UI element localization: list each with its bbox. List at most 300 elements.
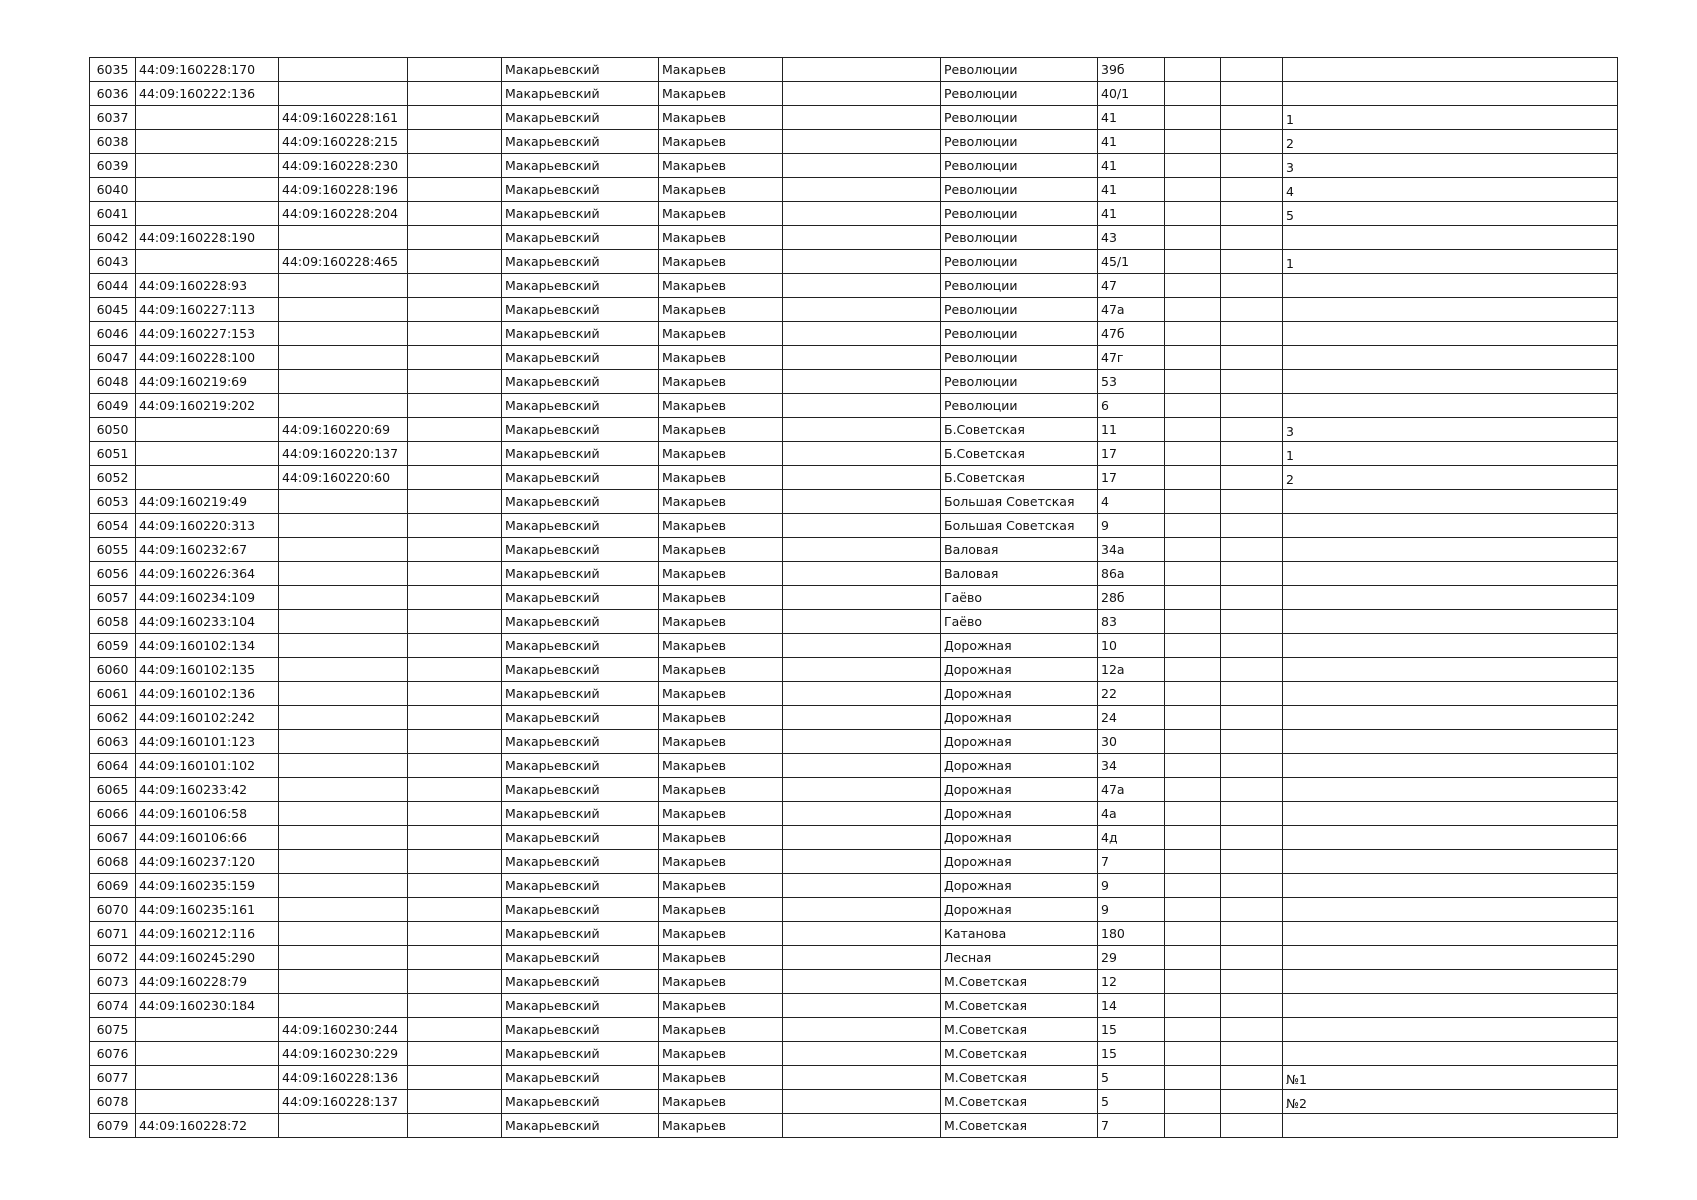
empty-cell bbox=[1221, 418, 1283, 442]
empty-cell bbox=[783, 250, 941, 274]
empty-cell bbox=[1221, 226, 1283, 250]
street-cell: Революции bbox=[941, 394, 1098, 418]
apartment-cell bbox=[1283, 538, 1618, 562]
street-cell: Дорожная bbox=[941, 850, 1098, 874]
empty-cell bbox=[783, 850, 941, 874]
empty-cell bbox=[783, 274, 941, 298]
house-number-cell: 15 bbox=[1098, 1018, 1165, 1042]
empty-cell bbox=[408, 298, 502, 322]
apartment-cell bbox=[1283, 946, 1618, 970]
table-row bbox=[90, 202, 1618, 226]
table-row bbox=[90, 898, 1618, 922]
street-cell: Большая Советская bbox=[941, 490, 1098, 514]
apartment-cell bbox=[1283, 850, 1618, 874]
empty-cell bbox=[783, 514, 941, 538]
cadastral-number-cell bbox=[136, 442, 279, 466]
apartment-cell bbox=[1283, 298, 1618, 322]
table-row bbox=[90, 538, 1618, 562]
street-cell: Дорожная bbox=[941, 826, 1098, 850]
house-number-cell: 15 bbox=[1098, 1042, 1165, 1066]
empty-cell bbox=[408, 154, 502, 178]
district-cell: Макарьевский bbox=[502, 394, 659, 418]
premise-cadastral-number-cell: 44:09:160228:230 bbox=[279, 154, 408, 178]
premise-cadastral-number-cell: 44:09:160228:215 bbox=[279, 130, 408, 154]
city-cell: Макарьев bbox=[659, 706, 783, 730]
street-cell: М.Советская bbox=[941, 1066, 1098, 1090]
table-row bbox=[90, 250, 1618, 274]
city-cell: Макарьев bbox=[659, 490, 783, 514]
row-number-cell: 6055 bbox=[90, 538, 136, 562]
row-number-cell: 6046 bbox=[90, 322, 136, 346]
city-cell: Макарьев bbox=[659, 538, 783, 562]
house-number-cell: 41 bbox=[1098, 106, 1165, 130]
house-number-cell: 43 bbox=[1098, 226, 1165, 250]
apartment-cell bbox=[1283, 610, 1618, 634]
row-number-cell: 6036 bbox=[90, 82, 136, 106]
row-number-cell: 6072 bbox=[90, 946, 136, 970]
house-number-cell: 30 bbox=[1098, 730, 1165, 754]
street-cell: Революции bbox=[941, 82, 1098, 106]
table-row bbox=[90, 994, 1618, 1018]
apartment-cell bbox=[1283, 274, 1618, 298]
premise-cadastral-number-cell bbox=[279, 586, 408, 610]
cadastral-number-cell bbox=[136, 154, 279, 178]
street-cell: М.Советская bbox=[941, 1090, 1098, 1114]
empty-cell bbox=[1165, 802, 1221, 826]
cadastral-number-cell: 44:09:160219:69 bbox=[136, 370, 279, 394]
house-number-cell: 40/1 bbox=[1098, 82, 1165, 106]
empty-cell bbox=[783, 58, 941, 82]
empty-cell bbox=[408, 682, 502, 706]
city-cell: Макарьев bbox=[659, 754, 783, 778]
cadastral-number-cell: 44:09:160219:202 bbox=[136, 394, 279, 418]
row-number-cell: 6068 bbox=[90, 850, 136, 874]
empty-cell bbox=[783, 826, 941, 850]
district-cell: Макарьевский bbox=[502, 370, 659, 394]
premise-cadastral-number-cell: 44:09:160230:229 bbox=[279, 1042, 408, 1066]
house-number-cell: 41 bbox=[1098, 130, 1165, 154]
empty-cell bbox=[1221, 706, 1283, 730]
cadastral-number-cell bbox=[136, 1042, 279, 1066]
empty-cell bbox=[1221, 514, 1283, 538]
empty-cell bbox=[408, 586, 502, 610]
table-row bbox=[90, 658, 1618, 682]
empty-cell bbox=[1165, 82, 1221, 106]
empty-cell bbox=[1165, 370, 1221, 394]
empty-cell bbox=[783, 1066, 941, 1090]
city-cell: Макарьев bbox=[659, 1090, 783, 1114]
premise-cadastral-number-cell bbox=[279, 274, 408, 298]
cadastral-number-cell: 44:09:160227:153 bbox=[136, 322, 279, 346]
empty-cell bbox=[408, 1090, 502, 1114]
district-cell: Макарьевский bbox=[502, 778, 659, 802]
premise-cadastral-number-cell bbox=[279, 298, 408, 322]
cadastral-number-cell bbox=[136, 250, 279, 274]
street-cell: Дорожная bbox=[941, 730, 1098, 754]
table-row bbox=[90, 82, 1618, 106]
empty-cell bbox=[783, 1018, 941, 1042]
empty-cell bbox=[783, 922, 941, 946]
table-row bbox=[90, 1114, 1618, 1138]
district-cell: Макарьевский bbox=[502, 682, 659, 706]
city-cell: Макарьев bbox=[659, 778, 783, 802]
house-number-cell: 41 bbox=[1098, 178, 1165, 202]
house-number-cell: 9 bbox=[1098, 874, 1165, 898]
cadastral-number-cell bbox=[136, 1090, 279, 1114]
district-cell: Макарьевский bbox=[502, 274, 659, 298]
street-cell: Революции bbox=[941, 274, 1098, 298]
apartment-cell: №1 bbox=[1283, 1066, 1618, 1090]
city-cell: Макарьев bbox=[659, 154, 783, 178]
row-number-cell: 6043 bbox=[90, 250, 136, 274]
street-cell: Революции bbox=[941, 178, 1098, 202]
street-cell: Лесная bbox=[941, 946, 1098, 970]
district-cell: Макарьевский bbox=[502, 514, 659, 538]
cadastral-number-cell: 44:09:160101:102 bbox=[136, 754, 279, 778]
apartment-cell: 1 bbox=[1283, 106, 1618, 130]
row-number-cell: 6056 bbox=[90, 562, 136, 586]
cadastral-number-cell: 44:09:160228:79 bbox=[136, 970, 279, 994]
empty-cell bbox=[408, 178, 502, 202]
empty-cell bbox=[783, 466, 941, 490]
district-cell: Макарьевский bbox=[502, 418, 659, 442]
city-cell: Макарьев bbox=[659, 682, 783, 706]
table-row bbox=[90, 418, 1618, 442]
district-cell: Макарьевский bbox=[502, 658, 659, 682]
street-cell: М.Советская bbox=[941, 1114, 1098, 1138]
house-number-cell: 28б bbox=[1098, 586, 1165, 610]
cadastral-number-cell: 44:09:160106:66 bbox=[136, 826, 279, 850]
empty-cell bbox=[783, 370, 941, 394]
empty-cell bbox=[1221, 946, 1283, 970]
district-cell: Макарьевский bbox=[502, 490, 659, 514]
district-cell: Макарьевский bbox=[502, 226, 659, 250]
house-number-cell: 17 bbox=[1098, 466, 1165, 490]
premise-cadastral-number-cell bbox=[279, 610, 408, 634]
empty-cell bbox=[408, 970, 502, 994]
premise-cadastral-number-cell: 44:09:160220:60 bbox=[279, 466, 408, 490]
empty-cell bbox=[1221, 1018, 1283, 1042]
premise-cadastral-number-cell: 44:09:160228:136 bbox=[279, 1066, 408, 1090]
empty-cell bbox=[783, 82, 941, 106]
empty-cell bbox=[1165, 202, 1221, 226]
premise-cadastral-number-cell bbox=[279, 874, 408, 898]
empty-cell bbox=[783, 1090, 941, 1114]
empty-cell bbox=[408, 1114, 502, 1138]
empty-cell bbox=[783, 394, 941, 418]
empty-cell bbox=[783, 802, 941, 826]
row-number-cell: 6062 bbox=[90, 706, 136, 730]
premise-cadastral-number-cell bbox=[279, 658, 408, 682]
table-row bbox=[90, 442, 1618, 466]
district-cell: Макарьевский bbox=[502, 1042, 659, 1066]
house-number-cell: 5 bbox=[1098, 1090, 1165, 1114]
empty-cell bbox=[408, 562, 502, 586]
house-number-cell: 47 bbox=[1098, 274, 1165, 298]
empty-cell bbox=[1165, 250, 1221, 274]
house-number-cell: 47а bbox=[1098, 778, 1165, 802]
empty-cell bbox=[1165, 442, 1221, 466]
row-number-cell: 6060 bbox=[90, 658, 136, 682]
city-cell: Макарьев bbox=[659, 394, 783, 418]
table-row bbox=[90, 1090, 1618, 1114]
apartment-cell bbox=[1283, 322, 1618, 346]
empty-cell bbox=[783, 970, 941, 994]
table-row bbox=[90, 682, 1618, 706]
city-cell: Макарьев bbox=[659, 970, 783, 994]
empty-cell bbox=[1221, 1114, 1283, 1138]
premise-cadastral-number-cell: 44:09:160228:161 bbox=[279, 106, 408, 130]
empty-cell bbox=[783, 586, 941, 610]
empty-cell bbox=[1221, 322, 1283, 346]
empty-cell bbox=[1221, 874, 1283, 898]
house-number-cell: 83 bbox=[1098, 610, 1165, 634]
empty-cell bbox=[408, 994, 502, 1018]
table-row bbox=[90, 322, 1618, 346]
table-row bbox=[90, 874, 1618, 898]
city-cell: Макарьев bbox=[659, 874, 783, 898]
cadastral-number-cell bbox=[136, 202, 279, 226]
cadastral-number-cell: 44:09:160235:159 bbox=[136, 874, 279, 898]
premise-cadastral-number-cell: 44:09:160228:204 bbox=[279, 202, 408, 226]
empty-cell bbox=[1165, 1114, 1221, 1138]
premise-cadastral-number-cell: 44:09:160220:69 bbox=[279, 418, 408, 442]
empty-cell bbox=[1165, 610, 1221, 634]
table-row bbox=[90, 730, 1618, 754]
empty-cell bbox=[1165, 418, 1221, 442]
street-cell: Революции bbox=[941, 58, 1098, 82]
table-row bbox=[90, 922, 1618, 946]
house-number-cell: 17 bbox=[1098, 442, 1165, 466]
street-cell: М.Советская bbox=[941, 970, 1098, 994]
empty-cell bbox=[1221, 898, 1283, 922]
city-cell: Макарьев bbox=[659, 586, 783, 610]
premise-cadastral-number-cell bbox=[279, 850, 408, 874]
street-cell: Дорожная bbox=[941, 658, 1098, 682]
empty-cell bbox=[1165, 826, 1221, 850]
empty-cell bbox=[408, 106, 502, 130]
district-cell: Макарьевский bbox=[502, 58, 659, 82]
cadastral-number-cell bbox=[136, 466, 279, 490]
cadastral-number-cell: 44:09:160219:49 bbox=[136, 490, 279, 514]
city-cell: Макарьев bbox=[659, 130, 783, 154]
row-number-cell: 6066 bbox=[90, 802, 136, 826]
empty-cell bbox=[408, 226, 502, 250]
empty-cell bbox=[408, 346, 502, 370]
empty-cell bbox=[408, 130, 502, 154]
row-number-cell: 6064 bbox=[90, 754, 136, 778]
street-cell: М.Советская bbox=[941, 1042, 1098, 1066]
empty-cell bbox=[1165, 106, 1221, 130]
city-cell: Макарьев bbox=[659, 898, 783, 922]
empty-cell bbox=[783, 682, 941, 706]
house-number-cell: 47а bbox=[1098, 298, 1165, 322]
empty-cell bbox=[408, 1042, 502, 1066]
row-number-cell: 6057 bbox=[90, 586, 136, 610]
district-cell: Макарьевский bbox=[502, 1090, 659, 1114]
city-cell: Макарьев bbox=[659, 106, 783, 130]
row-number-cell: 6042 bbox=[90, 226, 136, 250]
empty-cell bbox=[1165, 994, 1221, 1018]
premise-cadastral-number-cell bbox=[279, 394, 408, 418]
apartment-cell: 5 bbox=[1283, 202, 1618, 226]
cadastral-number-cell: 44:09:160245:290 bbox=[136, 946, 279, 970]
empty-cell bbox=[1221, 250, 1283, 274]
district-cell: Макарьевский bbox=[502, 154, 659, 178]
empty-cell bbox=[1221, 1090, 1283, 1114]
premise-cadastral-number-cell bbox=[279, 370, 408, 394]
house-number-cell: 47г bbox=[1098, 346, 1165, 370]
district-cell: Макарьевский bbox=[502, 634, 659, 658]
table-row bbox=[90, 778, 1618, 802]
city-cell: Макарьев bbox=[659, 1066, 783, 1090]
city-cell: Макарьев bbox=[659, 322, 783, 346]
row-number-cell: 6058 bbox=[90, 610, 136, 634]
premise-cadastral-number-cell bbox=[279, 898, 408, 922]
empty-cell bbox=[783, 994, 941, 1018]
apartment-cell bbox=[1283, 778, 1618, 802]
district-cell: Макарьевский bbox=[502, 826, 659, 850]
city-cell: Макарьев bbox=[659, 298, 783, 322]
empty-cell bbox=[1221, 178, 1283, 202]
empty-cell bbox=[1165, 538, 1221, 562]
city-cell: Макарьев bbox=[659, 346, 783, 370]
house-number-cell: 86а bbox=[1098, 562, 1165, 586]
district-cell: Макарьевский bbox=[502, 1018, 659, 1042]
street-cell: Гаёво bbox=[941, 586, 1098, 610]
table-row bbox=[90, 106, 1618, 130]
empty-cell bbox=[783, 658, 941, 682]
table-row bbox=[90, 850, 1618, 874]
empty-cell bbox=[408, 706, 502, 730]
premise-cadastral-number-cell bbox=[279, 778, 408, 802]
district-cell: Макарьевский bbox=[502, 946, 659, 970]
empty-cell bbox=[1221, 538, 1283, 562]
premise-cadastral-number-cell bbox=[279, 946, 408, 970]
empty-cell bbox=[783, 226, 941, 250]
row-number-cell: 6073 bbox=[90, 970, 136, 994]
empty-cell bbox=[783, 202, 941, 226]
empty-cell bbox=[783, 874, 941, 898]
empty-cell bbox=[1221, 370, 1283, 394]
empty-cell bbox=[408, 730, 502, 754]
cadastral-number-cell: 44:09:160237:120 bbox=[136, 850, 279, 874]
row-number-cell: 6076 bbox=[90, 1042, 136, 1066]
empty-cell bbox=[408, 850, 502, 874]
empty-cell bbox=[1165, 490, 1221, 514]
empty-cell bbox=[408, 1018, 502, 1042]
empty-cell bbox=[783, 754, 941, 778]
cadastral-number-cell: 44:09:160227:113 bbox=[136, 298, 279, 322]
apartment-cell bbox=[1283, 802, 1618, 826]
empty-cell bbox=[1221, 586, 1283, 610]
row-number-cell: 6054 bbox=[90, 514, 136, 538]
empty-cell bbox=[783, 898, 941, 922]
city-cell: Макарьев bbox=[659, 634, 783, 658]
empty-cell bbox=[408, 898, 502, 922]
cadastral-number-cell: 44:09:160220:313 bbox=[136, 514, 279, 538]
row-number-cell: 6047 bbox=[90, 346, 136, 370]
street-cell: Гаёво bbox=[941, 610, 1098, 634]
empty-cell bbox=[783, 346, 941, 370]
apartment-cell bbox=[1283, 922, 1618, 946]
district-cell: Макарьевский bbox=[502, 994, 659, 1018]
empty-cell bbox=[1165, 154, 1221, 178]
empty-cell bbox=[1221, 106, 1283, 130]
table-row bbox=[90, 490, 1618, 514]
premise-cadastral-number-cell bbox=[279, 970, 408, 994]
empty-cell bbox=[783, 154, 941, 178]
apartment-cell bbox=[1283, 58, 1618, 82]
cadastral-number-cell: 44:09:160234:109 bbox=[136, 586, 279, 610]
apartment-cell bbox=[1283, 1018, 1618, 1042]
empty-cell bbox=[408, 322, 502, 346]
street-cell: Дорожная bbox=[941, 706, 1098, 730]
city-cell: Макарьев bbox=[659, 610, 783, 634]
table-row bbox=[90, 394, 1618, 418]
row-number-cell: 6052 bbox=[90, 466, 136, 490]
table-row bbox=[90, 562, 1618, 586]
street-cell: Дорожная bbox=[941, 634, 1098, 658]
house-number-cell: 4д bbox=[1098, 826, 1165, 850]
empty-cell bbox=[1165, 466, 1221, 490]
empty-cell bbox=[408, 370, 502, 394]
empty-cell bbox=[1221, 730, 1283, 754]
row-number-cell: 6049 bbox=[90, 394, 136, 418]
empty-cell bbox=[1221, 658, 1283, 682]
empty-cell bbox=[1165, 754, 1221, 778]
empty-cell bbox=[1221, 994, 1283, 1018]
empty-cell bbox=[408, 82, 502, 106]
table-row bbox=[90, 1018, 1618, 1042]
empty-cell bbox=[783, 418, 941, 442]
empty-cell bbox=[1221, 346, 1283, 370]
premise-cadastral-number-cell bbox=[279, 490, 408, 514]
street-cell: М.Советская bbox=[941, 1018, 1098, 1042]
house-number-cell: 10 bbox=[1098, 634, 1165, 658]
empty-cell bbox=[1165, 874, 1221, 898]
empty-cell bbox=[1165, 946, 1221, 970]
district-cell: Макарьевский bbox=[502, 298, 659, 322]
city-cell: Макарьев bbox=[659, 274, 783, 298]
cadastral-number-cell: 44:09:160228:100 bbox=[136, 346, 279, 370]
table-row bbox=[90, 178, 1618, 202]
apartment-cell bbox=[1283, 682, 1618, 706]
empty-cell bbox=[408, 514, 502, 538]
row-number-cell: 6040 bbox=[90, 178, 136, 202]
row-number-cell: 6074 bbox=[90, 994, 136, 1018]
street-cell: Б.Советская bbox=[941, 466, 1098, 490]
apartment-cell bbox=[1283, 898, 1618, 922]
premise-cadastral-number-cell bbox=[279, 562, 408, 586]
empty-cell bbox=[783, 442, 941, 466]
city-cell: Макарьев bbox=[659, 466, 783, 490]
empty-cell bbox=[783, 610, 941, 634]
table-row bbox=[90, 346, 1618, 370]
premise-cadastral-number-cell bbox=[279, 514, 408, 538]
empty-cell bbox=[783, 130, 941, 154]
district-cell: Макарьевский bbox=[502, 1114, 659, 1138]
empty-cell bbox=[1221, 1042, 1283, 1066]
premise-cadastral-number-cell bbox=[279, 538, 408, 562]
apartment-cell: 1 bbox=[1283, 250, 1618, 274]
row-number-cell: 6063 bbox=[90, 730, 136, 754]
empty-cell bbox=[408, 610, 502, 634]
row-number-cell: 6050 bbox=[90, 418, 136, 442]
district-cell: Макарьевский bbox=[502, 730, 659, 754]
empty-cell bbox=[1221, 634, 1283, 658]
empty-cell bbox=[1221, 778, 1283, 802]
